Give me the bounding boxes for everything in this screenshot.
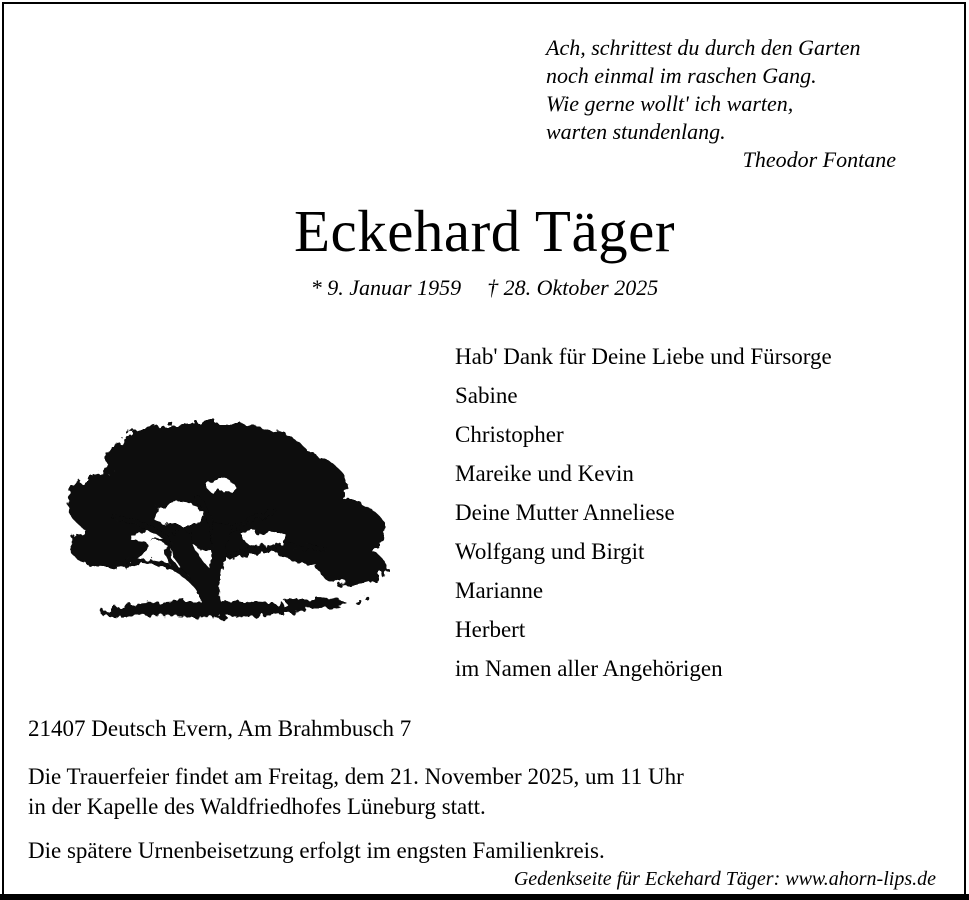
poem-block (546, 34, 896, 174)
oak-tree-silhouette-icon (58, 414, 390, 626)
tribute-line: Deine Mutter Anneliese (455, 500, 675, 525)
funeral-service-line: in der Kapelle des Waldfriedhofes Lüneburg statt. (28, 794, 486, 819)
poem-line: warten stundenlang. (546, 119, 726, 144)
tribute-list (455, 337, 832, 688)
tribute-line: Christopher (455, 422, 564, 447)
tribute-line: Hab' Dank für Deine Liebe und Fürsorge (455, 344, 832, 369)
life-dates (0, 274, 969, 302)
tribute-line: Mareike und Kevin (455, 461, 634, 486)
death-date: † 28. Oktober 2025 (487, 275, 659, 300)
tribute-line: Wolfgang und Birgit (455, 539, 645, 564)
tribute-line: Herbert (455, 617, 526, 642)
funeral-service-info (28, 762, 684, 822)
poem-line: Ach, schrittest du durch den Garten (546, 35, 861, 60)
poem-line: Wie gerne wollt' ich warten, (546, 91, 794, 116)
birth-date: * 9. Januar 1959 (310, 275, 462, 300)
funeral-service-line: Die Trauerfeier findet am Freitag, dem 21. November 2025, um 11 Uhr (28, 764, 684, 789)
bottom-rule (0, 894, 969, 900)
poem-line: noch einmal im raschen Gang. (546, 63, 817, 88)
home-address: 21407 Deutsch Evern, Am Brahmbusch 7 (28, 716, 412, 741)
poem-attribution: Theodor Fontane (742, 147, 896, 172)
tribute-line: Marianne (455, 578, 544, 603)
memorial-page-link: Gedenkseite für Eckehard Täger: www.ahorn-lips.de (513, 868, 936, 890)
tribute-line: im Namen aller Angehörigen (455, 656, 723, 681)
burial-info: Die spätere Urnenbeisetzung erfolgt im engsten Familienkreis. (28, 838, 605, 863)
deceased-name: Eckehard Täger (294, 198, 675, 264)
tribute-line: Sabine (455, 383, 518, 408)
